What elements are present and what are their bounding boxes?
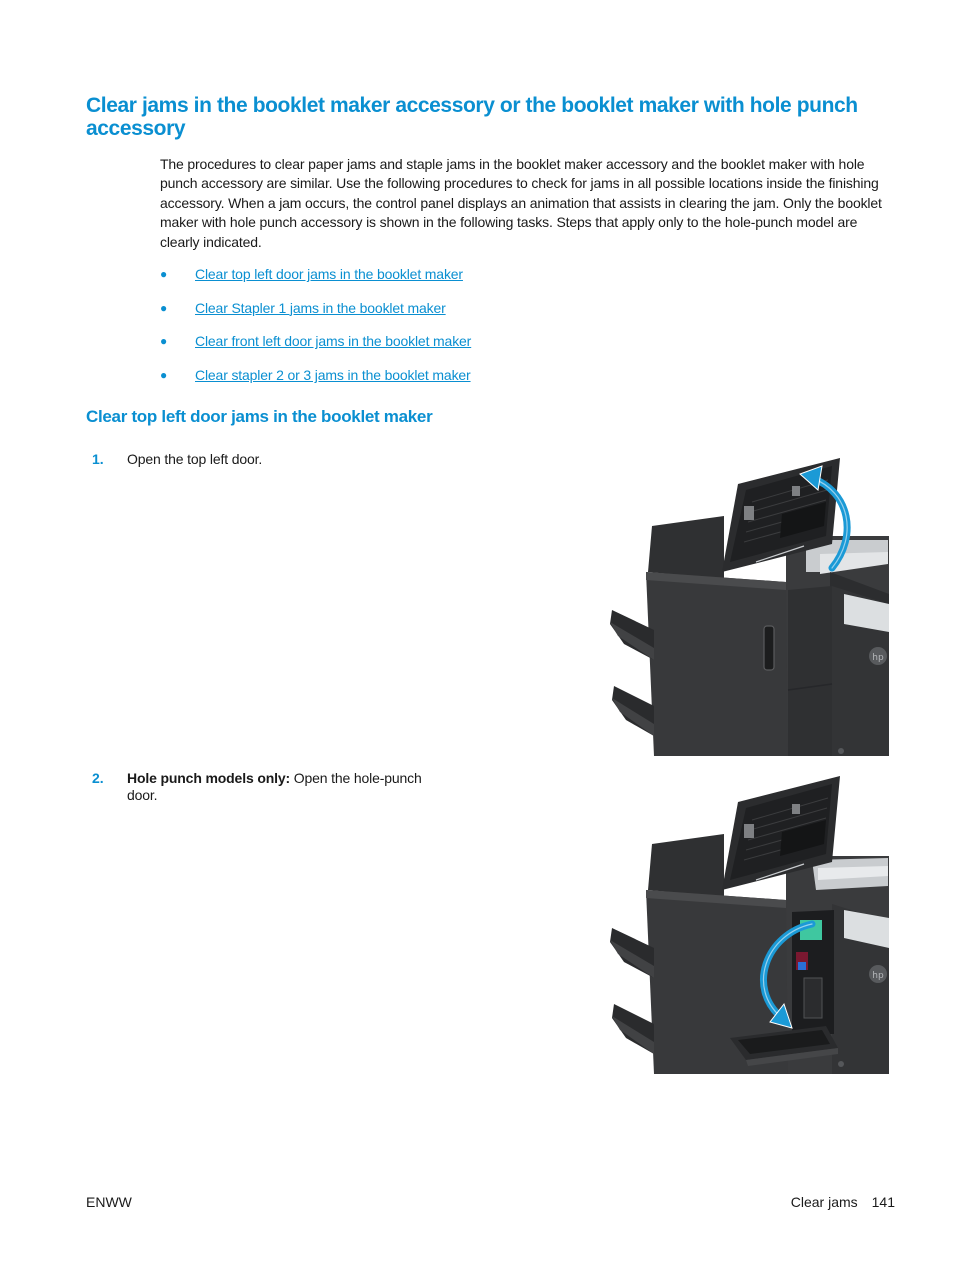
- bullet-icon: ●: [160, 300, 168, 315]
- step-number: 1.: [92, 451, 104, 467]
- step-instruction: Open the top left door.: [127, 451, 263, 467]
- bullet-icon: ●: [160, 368, 168, 383]
- hp-logo-icon: hp: [872, 971, 884, 981]
- step-text: [127, 451, 452, 468]
- step-text: [127, 770, 452, 804]
- footer-left: ENWW: [86, 1194, 132, 1210]
- step-emphasis: Hole punch models only:: [127, 770, 291, 786]
- page-title: Clear jams in the booklet maker accessory or the booklet maker with hole punch accessory: [86, 94, 858, 140]
- hp-logo-icon: hp: [872, 653, 884, 663]
- footer-section: Clear jams: [790, 1194, 858, 1210]
- topic-link-list: [160, 264, 471, 399]
- list-item: [160, 365, 471, 399]
- page-number: 141: [871, 1194, 895, 1210]
- step-2: [92, 770, 452, 804]
- footer-right: [791, 1193, 895, 1211]
- link-front-left-door-jams[interactable]: Clear front left door jams in the booklet maker: [195, 333, 472, 350]
- link-stapler-2-3-jams[interactable]: Clear stapler 2 or 3 jams in the booklet maker: [195, 367, 471, 384]
- bullet-icon: ●: [160, 267, 168, 281]
- step-number: 2.: [92, 770, 104, 786]
- step-1: [92, 451, 452, 468]
- figure-hole-punch-door-open: [606, 772, 890, 1075]
- intro-paragraph: The procedures to clear paper jams and staple jams in the booklet maker accessory and the booklet maker with hole punch accessory are similar. Use the following procedures to check for jams in all possible locations inside the finishing accessory. When a jam occurs, the control panel displays an animation that assists in clearing the jam. Only the booklet maker with hole punch accessory is shown in the following tasks. Steps that apply only to the hole-punch model are clearly indicated.: [160, 156, 882, 250]
- figure-top-left-door-open: [606, 454, 890, 757]
- bullet-icon: ●: [160, 334, 168, 349]
- section-title: Clear top left door jams in the booklet maker: [86, 407, 433, 426]
- list-item: [160, 298, 471, 332]
- step-instruction: Open the hole-punch door.: [127, 770, 422, 803]
- link-stapler-1-jams[interactable]: Clear Stapler 1 jams in the booklet maker: [195, 299, 446, 316]
- link-top-left-door-jams[interactable]: Clear top left door jams in the booklet maker: [195, 266, 463, 282]
- list-item: [160, 331, 471, 365]
- list-item: [160, 264, 471, 298]
